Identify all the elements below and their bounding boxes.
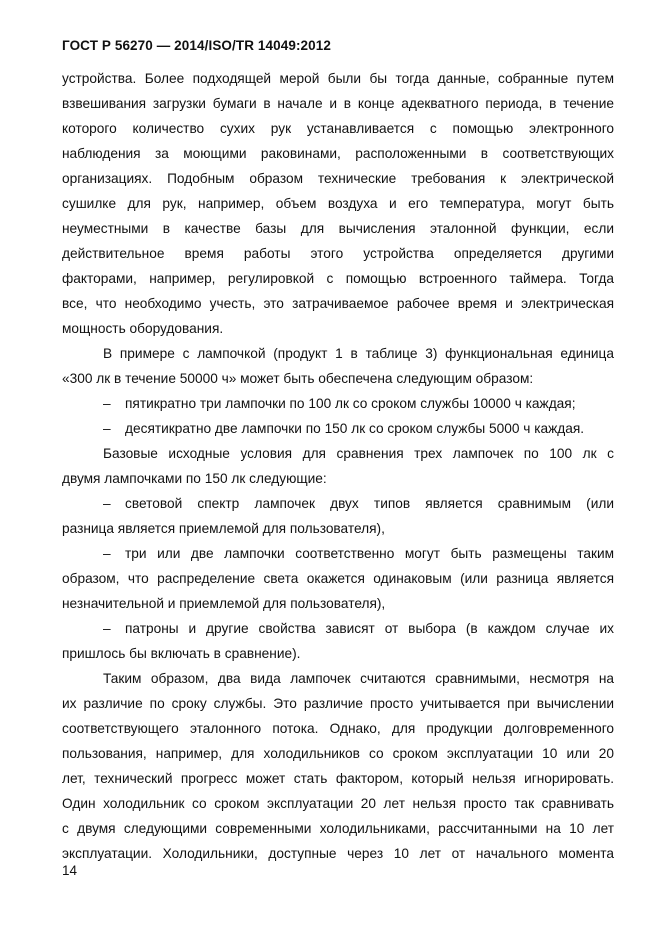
line-text: которого количество сухих рук устанавливается с помощью электронного [62,121,614,136]
text-line [62,341,614,366]
list-item [62,491,614,516]
text-line [62,166,614,191]
text-line [62,266,614,291]
line-text: мощность оборудования. [62,321,224,336]
text-line [62,666,614,691]
text-line [62,441,614,466]
line-text: все, что необходимо учесть, это затрачиваемое рабочее время и электрическая [62,296,614,311]
text-line [62,466,614,491]
line-text: разница является приемлемой для пользователя), [62,521,385,536]
text-line [62,516,614,541]
line-text: сушилке для рук, например, объем воздуха и его температура, могут быть [62,196,614,211]
line-text: пользования, например, для холодильников со сроком эксплуатации 10 или 20 [62,746,614,761]
text-line [62,791,614,816]
list-dash-marker: – [103,421,111,436]
line-text: наблюдения за моющими раковинами, расположенными в соответствующих [62,146,614,161]
line-text: Базовые исходные условия для сравнения трех лампочек по 100 лк с [103,446,614,461]
text-line [62,591,614,616]
text-line [62,191,614,216]
line-text: соответствующего эталонного потока. Однако, для продукции долговременного [62,721,614,736]
text-line [62,241,614,266]
text-line [62,766,614,791]
list-item [62,616,614,641]
text-line [62,691,614,716]
text-line [62,116,614,141]
list-item [62,391,614,416]
text-line [62,816,614,841]
line-text: эксплуатации. Холодильники, доступные через 10 лет от начального момента [62,846,614,861]
body-text [62,66,614,866]
list-item [62,416,614,441]
line-text: двумя лампочками по 150 лк следующие: [62,471,327,486]
line-text: незначительной и приемлемой для пользователя), [62,596,386,611]
line-text: образом, что распределение света окажется одинаковым (или разница является [62,571,614,586]
list-item [62,541,614,566]
text-line [62,316,614,341]
text-line [62,91,614,116]
text-line [62,641,614,666]
line-text: пятикратно три лампочки по 100 лк со сроком службы 10000 ч каждая; [125,396,576,411]
line-text: В примере с лампочкой (продукт 1 в таблице 3) функциональная единица [103,346,614,361]
line-text: патроны и другие свойства зависят от выбора (в каждом случае их [125,621,614,636]
line-text: организациях. Подобным образом технические требования к электрической [62,171,614,186]
line-text: неуместными в качестве базы для вычисления эталонной функции, если [62,221,614,236]
line-text: факторами, например, регулировкой с помощью встроенного таймера. Тогда [62,271,614,286]
text-line [62,216,614,241]
line-text: взвешивания загрузки бумаги в начале и в конце адекватного периода, в течение [62,96,614,111]
line-text: «300 лк в течение 50000 ч» может быть обеспечена следующим образом: [62,371,534,386]
text-line [62,566,614,591]
list-dash-marker: – [103,496,111,511]
line-text: три или две лампочки соответственно могут быть размещены таким [125,546,614,561]
page-number: 14 [62,863,78,878]
line-text: лет, технический прогресс может стать фактором, который нельзя игнорировать. [62,771,614,786]
line-text: устройства. Более подходящей мерой были бы тогда данные, собранные путем [62,71,614,86]
line-text: десятикратно две лампочки по 150 лк со сроком службы 5000 ч каждая. [125,421,585,436]
text-line [62,141,614,166]
text-line [62,291,614,316]
list-dash-marker: – [103,546,111,561]
line-text: действительное время работы этого устройства определяется другими [62,246,614,261]
line-text: Таким образом, два вида лампочек считаются сравнимыми, несмотря на [103,671,614,686]
line-text: Один холодильник со сроком эксплуатации 20 лет нельзя просто так сравнивать [62,796,614,811]
list-dash-marker: – [103,621,111,636]
list-dash-marker: – [103,396,111,411]
text-line [62,66,614,91]
line-text: пришлось бы включать в сравнение). [62,646,301,661]
text-line [62,716,614,741]
text-line [62,841,614,866]
document-header: ГОСТ Р 56270 — 2014/ISO/TR 14049:2012 [62,38,331,53]
line-text: световой спектр лампочек двух типов является сравнимым (или [125,496,614,511]
text-line [62,366,614,391]
text-line [62,741,614,766]
line-text: с двумя следующими современными холодильниками, рассчитанными на 10 лет [62,821,614,836]
line-text: их различие по сроку службы. Это различие просто учитывается при вычислении [62,696,614,711]
